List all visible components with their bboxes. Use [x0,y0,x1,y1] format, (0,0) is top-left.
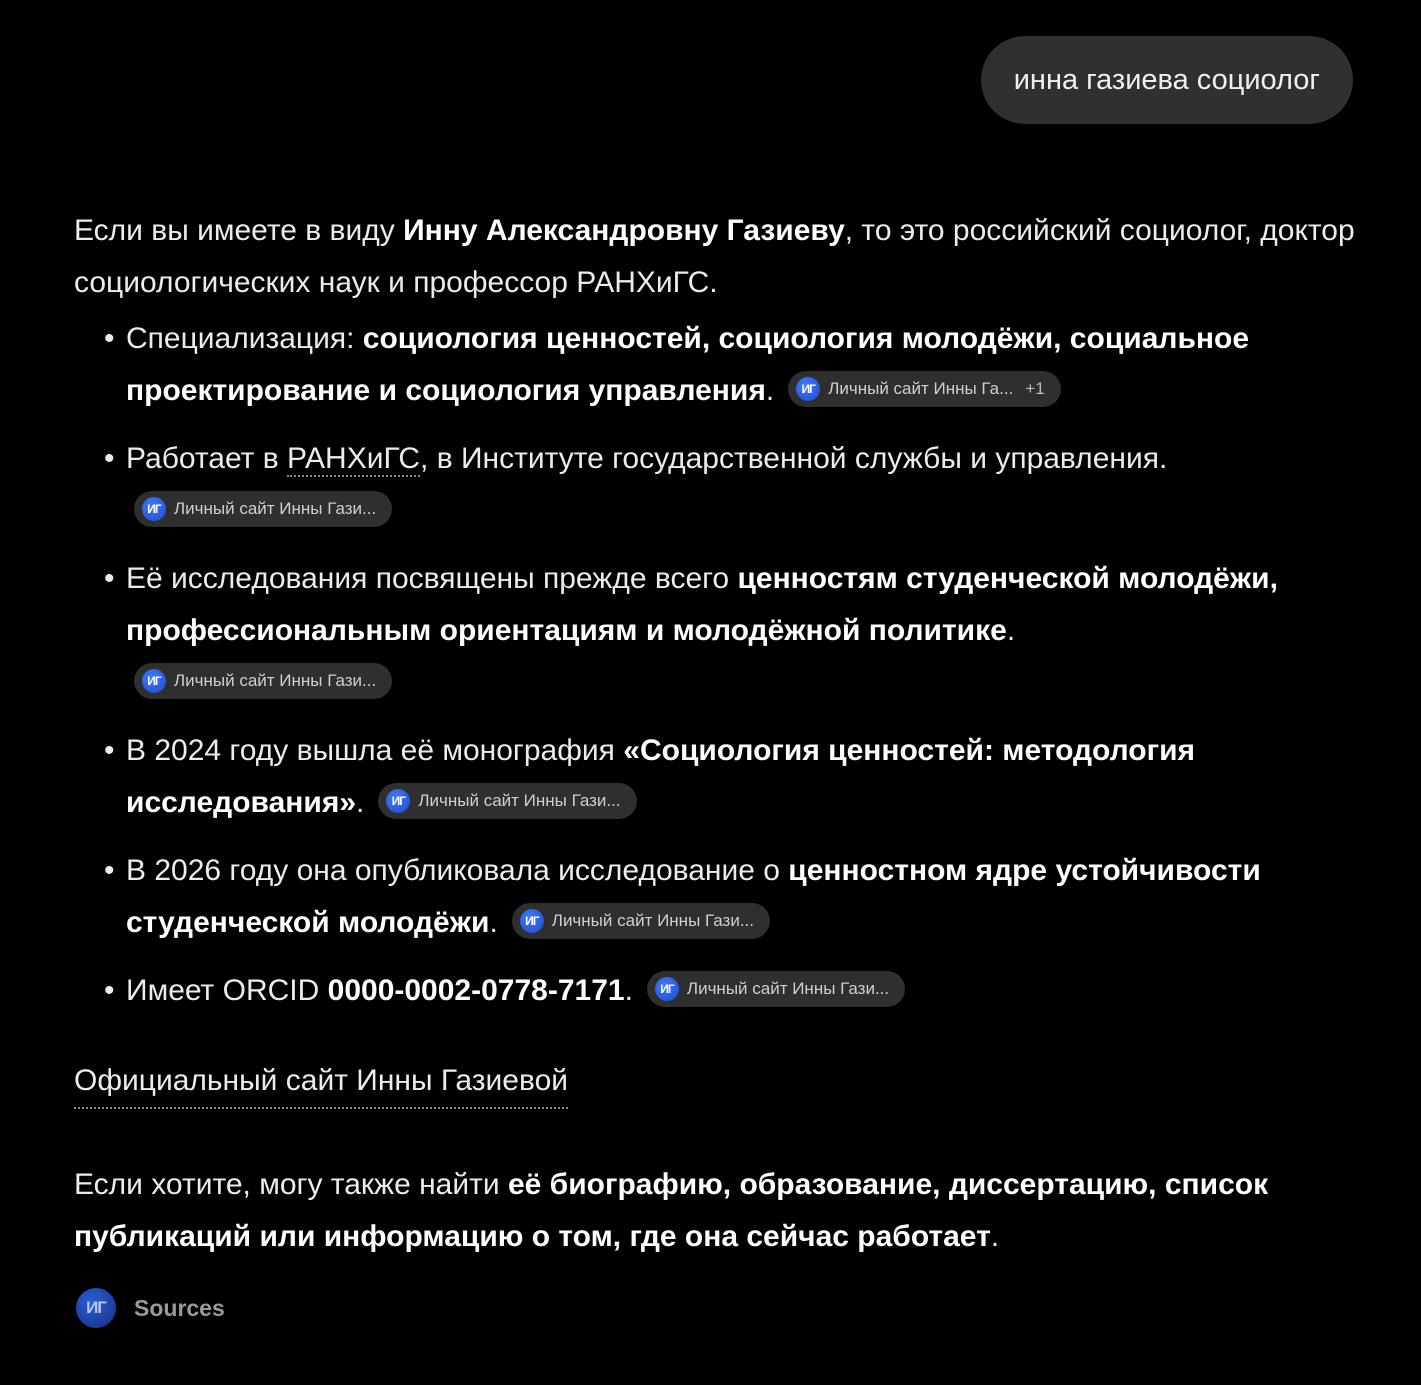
source-citation-chip[interactable] [378,783,636,819]
bullet-text: В 2026 году она опубликовала исследование о [126,854,789,887]
bullet-text: Специализация: [126,322,363,355]
list-item [126,845,1364,949]
intro-text-end: , то это российский социолог, доктор социологических наук и профессор РАНХиГС. [74,214,1355,299]
source-citation-chip[interactable] [647,971,905,1007]
closing-text-end: . [990,1220,1000,1253]
closing-bold: её биографию, образование, диссертацию, список публикаций или информацию о том, где она сейчас работает [74,1168,1269,1253]
sources-label: Sources [134,1294,225,1321]
bullet-text-end: . [624,974,633,1007]
list-item [126,553,1364,709]
list-item [126,433,1364,537]
orcid-value: 0000-0002-0778-7171 [327,974,625,1007]
source-citation-chip[interactable] [788,371,1061,407]
user-message-bubble: инна газиева социолог [981,36,1353,124]
list-item [126,965,1364,1017]
citation-more-count: +1 [1025,379,1045,399]
bullet-bold: «Социология ценностей: методология исследования» [126,734,1196,819]
bullet-bold: социология ценностей, социология молодёжи, социальное проектирование и социология управления [126,322,1250,407]
citation-label: Личный сайт Инны Гази... [686,979,890,999]
bullet-text: Имеет ORCID [126,974,328,1007]
source-citation-chip[interactable] [512,903,770,939]
bullet-text-end: . [765,374,775,407]
intro-paragraph [74,205,1364,309]
site-favicon-icon: ИГ [655,977,679,1001]
bullet-text-end: . [356,786,365,819]
closing-text: Если хотите, могу также найти [74,1168,508,1201]
site-favicon-icon: ИГ [520,909,544,933]
bullet-bold: ценностном ядре устойчивости студенческой молодёжи [126,854,1261,939]
intro-name: Инну Александровну Газиеву [403,214,845,247]
citation-label: Личный сайт Инны Га... [828,379,1014,399]
list-item [126,725,1364,829]
citation-label: Личный сайт Инны Гази... [174,671,377,691]
bullet-text-end: , в Институте государственной службы и управления. [420,442,1168,475]
bullet-text: Её исследования посвящены прежде всего [126,562,738,595]
bullet-text-end: . [1006,614,1016,647]
citation-label: Личный сайт Инны Гази... [418,791,621,811]
list-item [126,313,1364,417]
sources-button[interactable] [76,1288,225,1328]
site-favicon-icon: ИГ [142,669,166,693]
site-favicon-icon: ИГ [796,377,820,401]
answer-bullet-list [74,313,1364,1017]
bullet-bold: ценностям студенческой молодёжи, профессиональным ориентациям и молодёжной политике [126,562,1278,647]
bullet-text: В 2024 году вышла её монография [126,734,624,767]
site-favicon-icon: ИГ [76,1288,116,1328]
source-citation-chip[interactable] [134,491,392,527]
ranepa-link[interactable]: РАНХиГС [287,442,421,475]
assistant-answer [74,205,1364,1263]
site-favicon-icon: ИГ [386,789,410,813]
citation-label: Личный сайт Инны Гази... [551,911,754,931]
closing-paragraph [74,1159,1364,1263]
site-favicon-icon: ИГ [142,497,166,521]
intro-text: Если вы имеете в виду [74,214,404,247]
citation-label: Личный сайт Инны Гази... [174,499,377,519]
bullet-text: Работает в [126,442,288,475]
official-site-link[interactable]: Официальный сайт Инны Газиевой [74,1055,568,1109]
bullet-text-end: . [489,906,498,939]
source-citation-chip[interactable] [134,663,392,699]
